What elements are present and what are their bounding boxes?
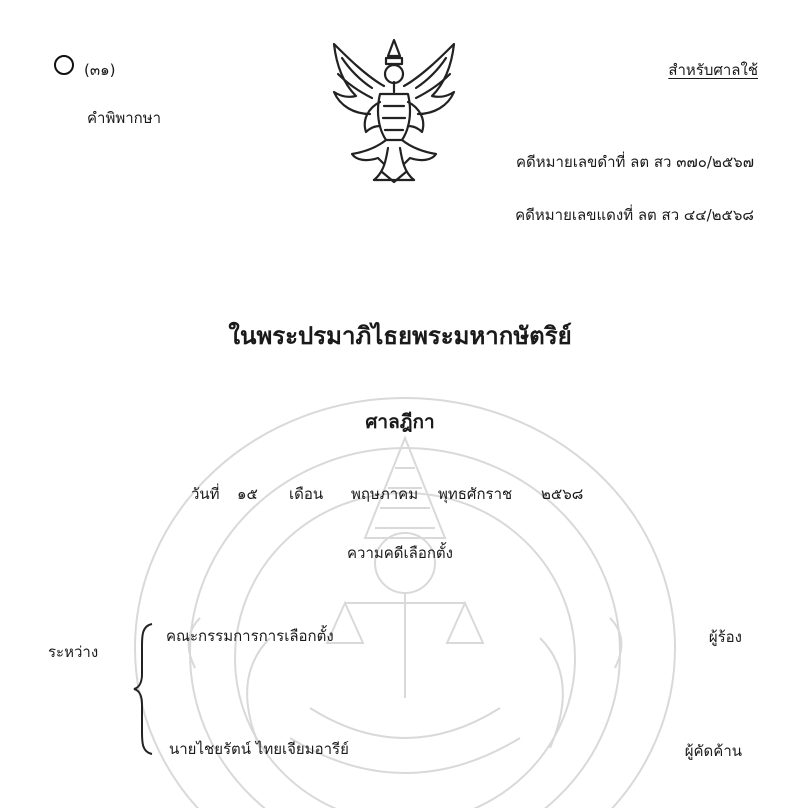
respondent-role: ผู้คัดค้าน xyxy=(684,742,742,760)
between-label: ระหว่าง xyxy=(48,643,99,661)
document-type: คำพิพากษา xyxy=(87,109,162,127)
month-value: พฤษภาคม xyxy=(351,485,419,503)
form-number: (๓๑) xyxy=(84,61,116,79)
era-label: พุทธศักราช xyxy=(438,485,513,503)
petitioner-role: ผู้ร้อง xyxy=(708,628,742,646)
royal-heading: ในพระปรมาภิไธยพระมหากษัตริย์ xyxy=(228,322,572,350)
form-circle-mark xyxy=(54,55,74,75)
black-case-number: คดีหมายเลขดำที่ ลต สว ๓๗๐/๒๕๖๗ xyxy=(516,153,754,171)
garuda-emblem-icon xyxy=(326,36,462,186)
day-value: ๑๕ xyxy=(237,485,258,503)
court-name: ศาลฎีกา xyxy=(365,411,435,433)
respondent-name: นายไชยรัตน์ ไทยเจียมอารีย์ xyxy=(169,740,349,758)
red-case-number: คดีหมายเลขแดงที่ ลต สว ๔๔/๒๕๖๘ xyxy=(515,206,754,224)
petitioner-name: คณะกรรมการการเลือกตั้ง xyxy=(166,627,334,645)
year-value: ๒๕๖๘ xyxy=(541,485,584,503)
month-label: เดือน xyxy=(289,485,324,503)
brace-icon xyxy=(132,622,156,756)
judgment-date xyxy=(191,482,583,506)
court-use-label: สำหรับศาลใช้ xyxy=(668,61,758,79)
day-label: วันที่ xyxy=(191,485,220,503)
case-category: ความคดีเลือกตั้ง xyxy=(346,544,454,562)
